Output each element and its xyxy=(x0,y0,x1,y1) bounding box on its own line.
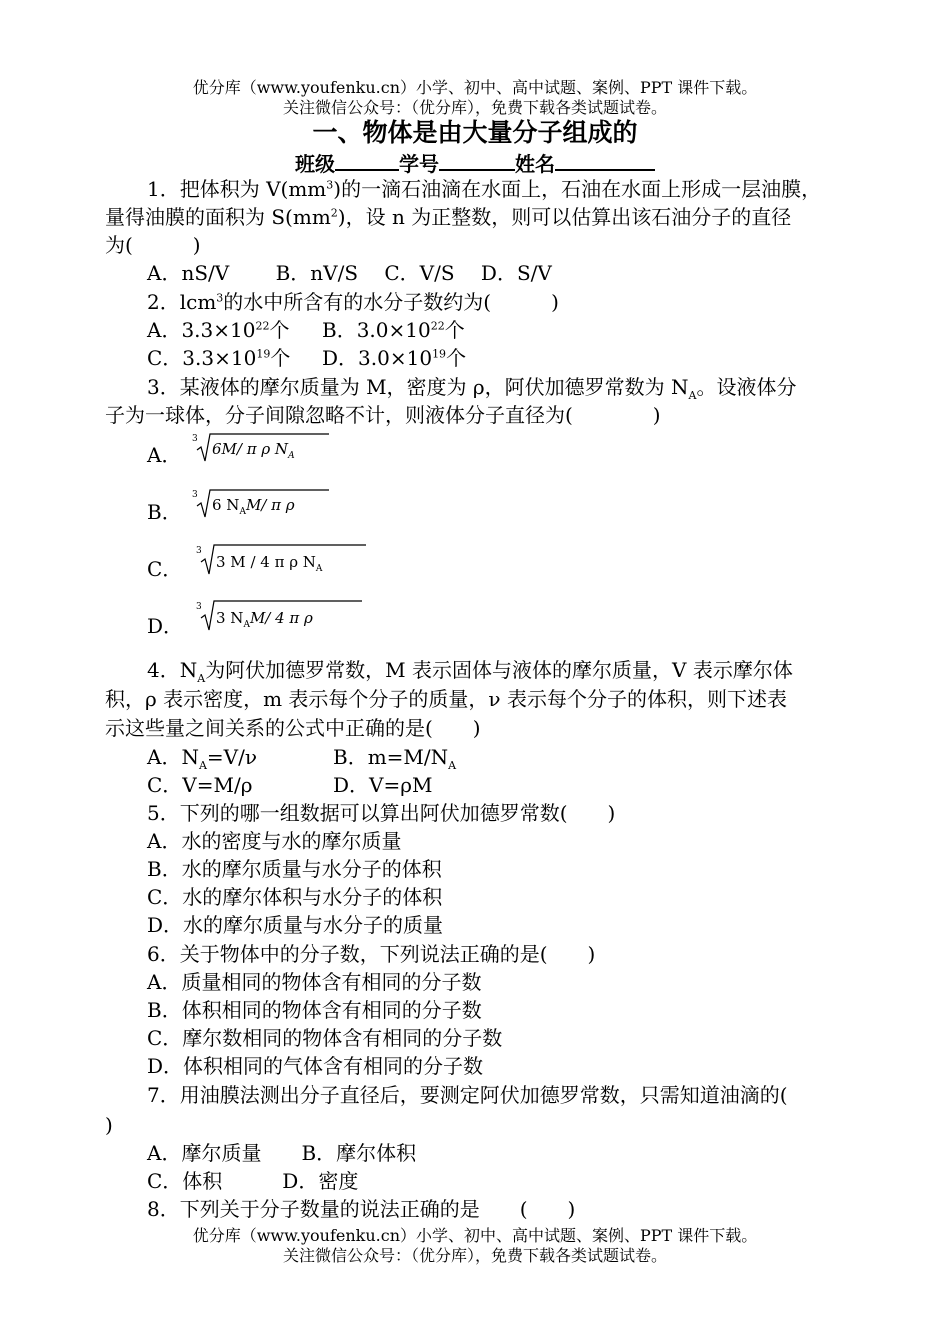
q4-option-c: C．V=M/ρ xyxy=(147,773,253,797)
q4-line-3: 示这些量之间关系的公式中正确的是( ) xyxy=(105,716,481,740)
name-label: 姓名 xyxy=(515,152,555,176)
q1-options: A．nS/V B．nV/S C．V/S D．S/V xyxy=(147,261,552,285)
q3-formula-c xyxy=(196,541,368,577)
q2-stem: 2．lcm$^3$的水中所含有的水分子数约为( ) xyxy=(147,290,559,314)
number-blank[interactable] xyxy=(439,149,515,171)
q7-stem: 7．用油膜法测出分子直径后，要测定阿伏加德罗常数，只需知道油滴的( xyxy=(147,1083,788,1107)
radical-icon xyxy=(196,541,368,577)
svg-text:3: 3 xyxy=(196,602,202,612)
q3-label-c: C． xyxy=(147,557,183,581)
q3-formula-a xyxy=(192,430,332,464)
header-line-1: 优分库（www.youfenku.cn）小学、初中、高中试题、案例、PPT 课件下载。 xyxy=(192,78,758,97)
q3-label-b: B． xyxy=(147,500,182,524)
q4-line-1: 4．$N_A$为阿伏加德罗常数，M 表示固体与液体的摩尔质量，V 表示摩尔体 xyxy=(147,658,793,685)
q2-option-b: B．$3.0\times 10^{22}$个 xyxy=(322,318,465,342)
svg-text:6 NAM/ π ρ: 6 $N_AM/$ π ρ xyxy=(212,496,295,517)
q5-option-c: C．水的摩尔体积与水分子的体积 xyxy=(147,885,443,909)
radical-icon xyxy=(192,430,332,464)
svg-text:3: 3 xyxy=(192,490,198,500)
q2-option-d: D．$3.0\times 10^{19}$个 xyxy=(322,346,467,370)
q1-line-2: 量得油膜的面积为 $S(mm^2)$，设 n 为正整数，则可以估算出该石油分子的直径 xyxy=(105,205,792,229)
student-info xyxy=(0,149,950,177)
q5-option-a: A．水的密度与水的摩尔质量 xyxy=(147,829,402,853)
q1-line-1: 1．把体积为 $V(mm^3)$的一滴石油滴在水面上，石油在水面上形成一层油膜， xyxy=(147,177,822,201)
q6-option-b: B．体积相同的物体含有相同的分子数 xyxy=(147,998,482,1022)
q8-stem: 8．下列关于分子数量的说法正确的是 ( ) xyxy=(147,1197,576,1221)
radical-icon xyxy=(196,597,366,633)
class-blank[interactable] xyxy=(335,149,399,171)
q3-line-2: 子为一球体，分子间隙忽略不计，则液体分子直径为( ) xyxy=(105,403,661,427)
q2-option-c: C．$3.3\times 10^{19}$个 xyxy=(147,346,291,370)
q6-option-c: C．摩尔数相同的物体含有相同的分子数 xyxy=(147,1026,503,1050)
q5-stem: 5．下列的哪一组数据可以算出阿伏加德罗常数( ) xyxy=(147,801,616,825)
svg-text:3 NAM/ 4 π ρ: 3 $N_AM/$ 4 π ρ xyxy=(216,609,313,630)
header-line-2: 关注微信公众号：（优分库），免费下载各类试题试卷。 xyxy=(282,98,667,117)
q3-formula-d xyxy=(196,597,366,633)
q6-option-d: D．体积相同的气体含有相同的分子数 xyxy=(147,1054,484,1078)
svg-text:6M/ π ρ NA: 6M/ π ρ $N_A$ xyxy=(212,440,295,461)
q3-formula-b xyxy=(192,486,332,520)
class-label: 班级 xyxy=(295,152,335,176)
q3-line-1: 3．某液体的摩尔质量为 M，密度为 ρ，阿伏加德罗常数为 $N_A$。设液体分 xyxy=(147,375,797,402)
q3-label-a: A． xyxy=(147,443,182,467)
svg-text:3 M / 4 π ρ NA: 3 M / 4 π ρ $N_A$ xyxy=(216,553,323,574)
number-label: 学号 xyxy=(399,152,439,176)
footer-line-1: 优分库（www.youfenku.cn）小学、初中、高中试题、案例、PPT 课件下载。 xyxy=(192,1226,758,1245)
q1-line-3: 为( ) xyxy=(105,233,201,257)
q7-options-ab: A．摩尔质量 B．摩尔体积 xyxy=(147,1141,417,1165)
radical-icon xyxy=(192,486,332,520)
q6-option-a: A．质量相同的物体含有相同的分子数 xyxy=(147,970,482,994)
q4-option-d: D．V=ρM xyxy=(333,773,433,797)
name-blank[interactable] xyxy=(555,149,655,171)
q4-line-2: 积，ρ 表示密度，m 表示每个分子的质量，ν 表示每个分子的体积，则下述表 xyxy=(105,687,787,711)
q5-option-b: B．水的摩尔质量与水分子的体积 xyxy=(147,857,442,881)
footer-line-2: 关注微信公众号：（优分库），免费下载各类试题试卷。 xyxy=(282,1246,667,1265)
q5-option-d: D．水的摩尔质量与水分子的质量 xyxy=(147,913,444,937)
q7-options-cd: C．体积 D．密度 xyxy=(147,1169,359,1193)
q4-option-a: A．$N_A=V/\nu$ xyxy=(147,745,258,772)
page-title: 一、物体是由大量分子组成的 xyxy=(312,118,638,147)
q7-stem-cont: ) xyxy=(105,1113,113,1137)
q2-option-a: A．$3.3\times 10^{22}$个 xyxy=(147,318,290,342)
q3-label-d: D． xyxy=(147,614,184,638)
svg-text:3: 3 xyxy=(196,546,202,556)
q4-option-b: B．$m=M/N_A$ xyxy=(333,745,457,772)
svg-text:3: 3 xyxy=(192,434,198,444)
q6-stem: 6．关于物体中的分子数，下列说法正确的是( ) xyxy=(147,942,596,966)
